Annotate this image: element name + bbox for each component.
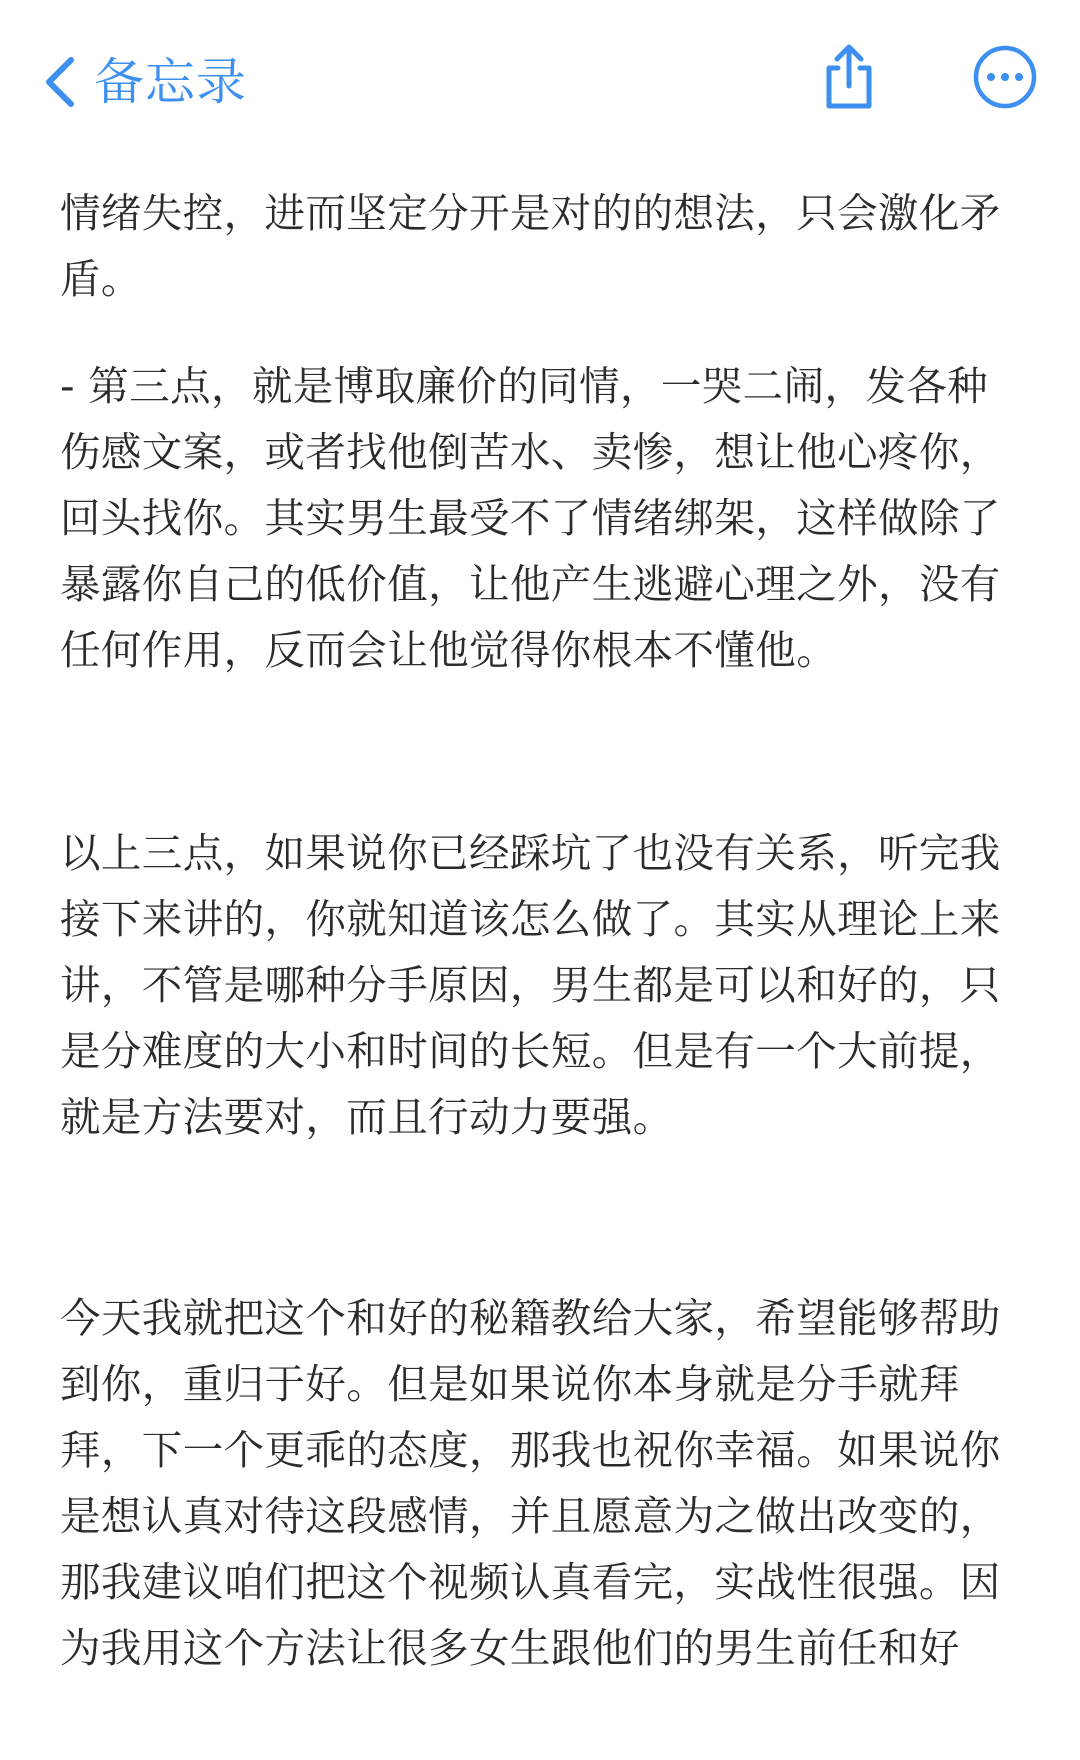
chevron-left-icon <box>40 52 80 112</box>
share-button[interactable] <box>812 42 886 116</box>
navigation-bar <box>0 0 1080 165</box>
note-paragraph: - 第三点，就是博取廉价的同情，一哭二闹，发各种伤感文案，或者找他倒苦水、卖惨，想让他心疼你，回头找你。其实男生最受不了情绪绑架，这样做除了暴露你自己的低价值，让他产生逃避心理之外，没有任何作用，反而会让他觉得你根本不懂他。 <box>60 362 1001 674</box>
back-button[interactable] <box>40 52 247 112</box>
back-label: 备忘录 <box>94 53 247 111</box>
note-paragraph: 今天我就把这个和好的秘籍教给大家，希望能够帮助到你，重归于好。但是如果说你本身就是分手就拜拜，下一个更乖的态度，那我也祝你幸福。如果说你是想认真对待这段感情，并且愿意为之做出改变的，那我建议咱们把这个视频认真看完，实战性很强。因为我用这个方法让很多女生跟他们的男生前任和好 <box>60 1294 1001 1672</box>
more-icon <box>972 44 1038 114</box>
note-paragraph: 情绪失控，进而坚定分开是对的的想法，只会激化矛盾。 <box>60 189 1001 303</box>
note-paragraph: 以上三点，如果说你已经踩坑了也没有关系，听完我接下来讲的，你就知道该怎么做了。其实从理论上来讲，不管是哪种分手原因，男生都是可以和好的，只是分难度的大小和时间的长短。但是有一个大前提，就是方法要对，而且行动力要强。 <box>60 829 1001 1141</box>
more-button[interactable] <box>968 42 1042 116</box>
share-icon <box>819 42 879 116</box>
